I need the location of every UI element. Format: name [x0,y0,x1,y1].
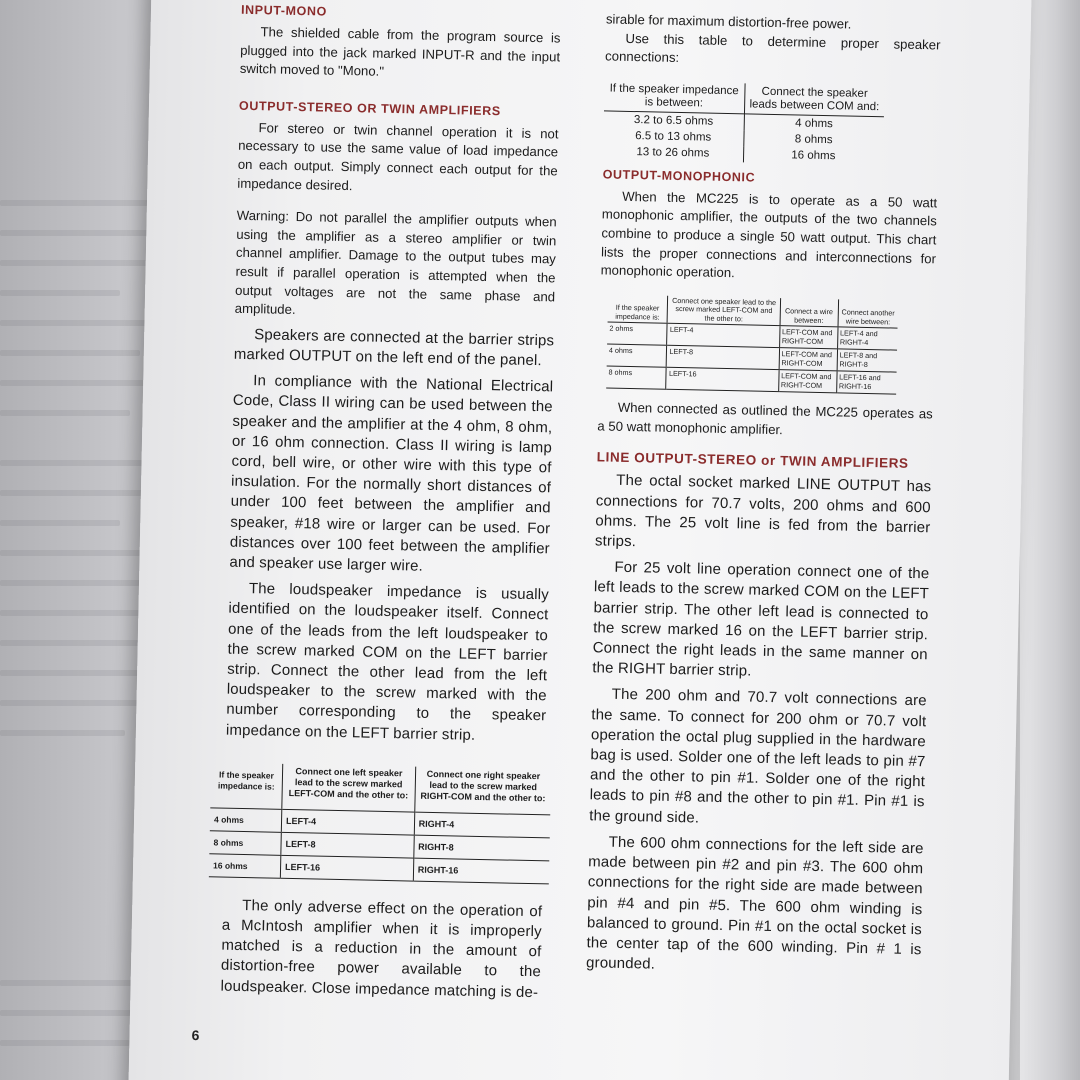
table-cell: 8 ohms [606,366,666,389]
left-column [213,2,561,1009]
page-number: 6 [191,1026,200,1044]
table-header: If the speaker impedance is: [210,762,282,809]
input-mono-text: The shielded cable from the program source is plugged into the jack marked INPUT-R and the input switch moved to "Mono." [239,24,561,79]
table-header: Connect one right speaker lead to the screw marked RIGHT-COM and the other to: [414,766,551,814]
table-header: Connect one left speaker lead to the screw marked LEFT-COM and the other to: [282,764,416,812]
table-cell: 4 ohms [210,808,282,832]
table-cell: LEFT-COM and RIGHT-COM [779,326,837,349]
table-cell: RIGHT-4 [414,812,550,838]
line-output-para-3: The 200 ohm and 70.7 volt connections are the same. To connect for 200 ohm or 70.7 volt operation the octal plug supplied in the hardware bag is used. Solder one of the left leads to pin #7 and the other to pin #1. Solder one of the right leads to pin #8 and the other to pin #1. Pin #1 is the ground side. [589,686,927,827]
right-column [586,10,941,986]
next-page-edge [1020,0,1080,1080]
output-stereo-para-5: The loudspeaker impedance is usually identified on the loudspeaker itself. Connect one of the leads from the left loudspeaker to the screw marked COM on the LEFT barrier strip. Connect the other lead from the left loudspeaker to the screw marked with the number corresponding to the speaker impedance on the LEFT barrier strip. [225,580,550,744]
table-header: Connect one speaker lead to the screw marked LEFT-COM and the other to: [668,296,781,326]
table-header: Connect a wire between: [780,298,839,327]
table-cell: 3.2 to 6.5 ohms [604,111,744,130]
heading-input-mono: INPUT-MONO [240,2,328,19]
table-cell: 16 ohms [209,854,281,878]
mono-after-text: When connected as outlined the MC225 operates as a 50 watt monophonic amplifier. [597,400,933,438]
table-cell: LEFT-COM and RIGHT-COM [778,370,836,393]
table-cell: LEFT-8 and RIGHT-8 [837,349,897,372]
table-cell: 13 to 26 ohms [603,143,743,162]
table-header: Connect another wire between: [838,299,898,328]
table-cell: 8 ohms [794,133,833,146]
table-cell: LEFT-COM and RIGHT-COM [779,348,837,371]
table-header: Connect the speaker leads between COM and: [744,83,885,116]
manual-page [128,0,1032,1080]
table-cell: 2 ohms [607,322,667,345]
table-cell: 4 ohms [607,344,667,367]
line-output-para-2: For 25 volt line operation connect one of the left leads to the screw marked COM on the LEFT barrier strip. The other left lead is connected to the screw marked 16 on the LEFT barrier strip. Connect the right leads in the same manner on the RIGHT barrier strip. [592,558,930,680]
table-header-row [210,762,551,815]
heading-output-stereo: OUTPUT-STEREO OR TWIN AMPLIFIERS [238,98,501,119]
table-header: If the speaker impedance is: [608,294,669,323]
speaker-connection-table [209,762,551,884]
table-cell: 8 ohms [209,831,281,855]
table-cell: LEFT-16 [666,368,779,392]
table-header: If the speaker impedance is between: [604,80,745,113]
output-stereo-para-3: Speakers are connected at the barrier strips marked OUTPUT on the left end of the panel. [233,325,555,370]
table-cell: LEFT-4 and RIGHT-4 [837,327,897,350]
warning-para: Warning: Do not parallel the amplifier outputs when using the amplifier as a stereo amplifier or twin channel amplifier. Damage to the output tubes may result if parallel operation is attempted when the output voltages are not the same phase and amplitude. [234,207,557,318]
output-mono-text: When the MC225 is to operate as a 50 watt monophonic amplifier, the outputs of the two channels combine to produce a single 50 watt output. This chart lists the proper connections and interconnections for monophonic operation. [600,188,938,281]
table-cell: LEFT-4 [281,809,414,835]
heading-output-mono: OUTPUT-MONOPHONIC [602,167,756,185]
table-cell: LEFT-4 [667,324,780,348]
table-row [606,366,896,394]
table-cell: LEFT-16 and RIGHT-16 [836,371,896,394]
table-cell: 16 ohms [791,149,836,163]
impedance-table [603,80,885,165]
table-cell: RIGHT-16 [413,858,549,884]
table-cell: 4 ohms [795,117,834,130]
line-output-para-1: The octal socket marked LINE OUTPUT has connections for 70.7 volts, 200 ohms and 600 ohms. The 25 volt line is fed from the barrier strips. [594,472,932,551]
output-stereo-para-4: In compliance with the National Electrical Code, Class II wiring can be used between the speaker and the amplifier at the 4 ohm, 8 ohm, or 16 ohm connection. Class II wiring is lamp cord, bell wire, or other wire with this type of insulation. For the normally short distances of under 100 feet between the amplifier and speaker, #18 wire or larger can be used. For distances over 100 feet between the amplifier and speaker use larger wire. [229,372,554,575]
heading-line-output: LINE OUTPUT-STEREO or TWIN AMPLIFIERS [596,449,909,472]
table-cell: LEFT-8 [281,832,414,858]
monophonic-table [606,294,898,395]
table-cell: LEFT-16 [280,855,413,881]
continuation-text: sirable for maximum distortion-free power. [605,11,852,32]
table-cell: RIGHT-8 [414,835,550,861]
table-cell: LEFT-8 [667,346,780,370]
table-cell: 6.5 to 13 ohms [603,127,743,146]
closing-para: The only adverse effect on the operation of a McIntosh amplifier when it is improperly matched is a reduction in the amount of distortion-free power available to the loudspeaker. Close impedance matching is de- [220,896,543,1001]
output-stereo-para-1: For stereo or twin channel operation it is not necessary to use the same value of load impedance on each output. Simply connect each output for the impedance desired. [237,119,559,193]
line-output-para-4: The 600 ohm connections for the left side are made between pin #2 and pin #3. The 600 ohm connections for the right side are made between pin #4 and pin #5. The 600 ohm winding is balanced to ground. Pin #1 on the octal socket is the center tap of the 600 winding. Pin # 1 is grounded. [585,833,924,973]
table-intro-text: Use this table to determine proper speaker connections: [604,30,941,66]
